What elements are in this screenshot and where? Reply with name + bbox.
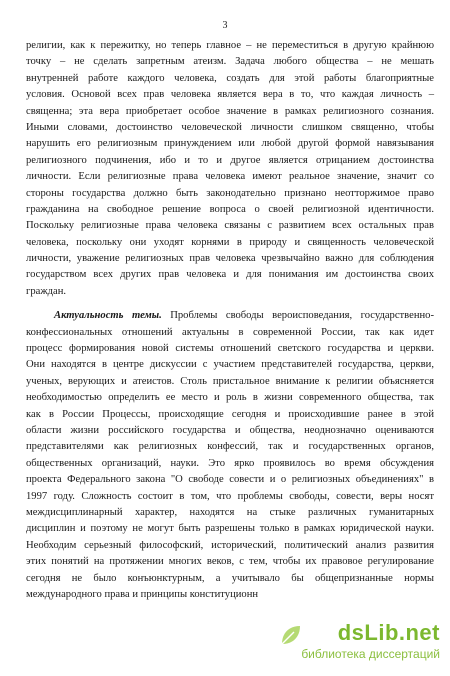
paragraph-line: священна; эта вера приобретает особое значение в рамках религиозного сознания.	[26, 105, 434, 117]
paragraph-line: внутренней работе каждого человека, создать для этой работы благоприятные	[26, 72, 434, 84]
paragraph-line: междисциплинарный характер, находятся на стыке различных гуманитарных	[26, 506, 434, 518]
paragraph-line: религиозного подчинения, ибо и то и другое является отрицанием достоинства	[26, 154, 434, 166]
paragraph-line: точку – не сделать запретным атеизм. Задача любого общества – не мешать	[26, 56, 434, 68]
paragraph-line: 1997 году. Сложность состоит в том, что проблемы свободы, совести, веры носят	[26, 490, 434, 502]
paragraph-line: нарушить его религиозным принуждением или любой другой формой навязывания	[26, 138, 434, 150]
paragraph-line: Поскольку религиозные права человека связаны с развитием всех остальных прав	[26, 220, 434, 232]
paragraph-line: личности, уважение религиозных прав человека чрезвычайно важно для соблюдения	[26, 253, 434, 265]
leaf-icon	[278, 622, 304, 648]
watermark-logo: dsLib.net	[337, 620, 440, 645]
section-heading: Актуальность темы.	[54, 310, 162, 322]
paragraph-intro	[26, 38, 434, 300]
paragraph-line: человека, поскольку они уходят корнями в природу и священность человеческой	[26, 236, 434, 248]
paragraph-line: сегодня не было конъюнктурным, а учитывало бы общепризнанные нормы	[26, 572, 434, 584]
paragraph-line: представителями как религиозных конфессий, так и государственных органов,	[26, 441, 434, 453]
paragraph-line: граждан.	[26, 285, 67, 297]
paragraph-line: этих понятий на протяжении многих веков, с тем, чтобы их правовое регулирование	[26, 556, 434, 568]
paragraph-line: конфессиональных отношений актуальны в современной России, так как идет	[26, 326, 434, 338]
document-body	[26, 38, 434, 603]
paragraph-line: религии, как к пережитку, но теперь главное – не переместиться в другую крайнюю	[26, 40, 434, 51]
paragraph-line: стороны государства должно быть законодательно признано неотторжимое право	[26, 187, 434, 199]
watermark	[272, 620, 440, 664]
paragraph-line: области жизни российского государства и общества, неоднозначно оцениваются	[26, 424, 434, 436]
paragraph-line: Необходим серьезный философский, исторический, политический анализ развития	[26, 539, 434, 551]
paragraph-line: условия. Основой всех прав человека является вера в то, что каждая личность –	[26, 89, 434, 101]
paragraph-line: общественных организаций, науки. Это ярко проявилось во время обсуждения	[26, 457, 434, 469]
paragraph-line: процесс формирования новой системы отношений светского государства и церкви.	[26, 343, 434, 355]
paragraph-line: государством всех других прав человека и для понимания им достоинства своих	[26, 269, 434, 281]
page-number: 3	[222, 20, 228, 31]
paragraph-line: ученых, верующих и атеистов. Столь пристальное внимание к религии объясняется	[26, 375, 434, 387]
watermark-subtitle: библиотека диссертаций	[301, 647, 440, 661]
paragraph-line: гражданина на свободное решение вопроса о своей религиозной идентичности.	[26, 203, 434, 215]
paragraph-line: необходимостью определить ее место и роль в жизни современного общества, так	[26, 392, 434, 404]
paragraph-line: как в России Процессы, происходящие сегодня и происходившие ранее в этой	[26, 408, 434, 420]
paragraph-relevance	[26, 308, 434, 603]
paragraph-line: личности. Если религиозные права человека имеют реальное значение, значит со	[26, 171, 434, 183]
paragraph-line: проекта Федерального закона "О свободе совести и о религиозных объединениях" в	[26, 474, 434, 486]
paragraph-line: Они находятся в центре дискуссии с участием представителей государства, церкви,	[26, 359, 434, 371]
paragraph-line: Актуальность темы. Проблемы свободы вероисповедания, государственно-	[54, 310, 434, 322]
paragraph-line: дисциплин и поэтому не могут быть разрешены только в рамках юридической науки.	[26, 523, 434, 535]
paragraph-line: Иными словами, достоинство человеческой личности слишком священно, чтобы	[26, 121, 434, 133]
paragraph-line: международного права и принципы конституционн	[26, 588, 259, 600]
